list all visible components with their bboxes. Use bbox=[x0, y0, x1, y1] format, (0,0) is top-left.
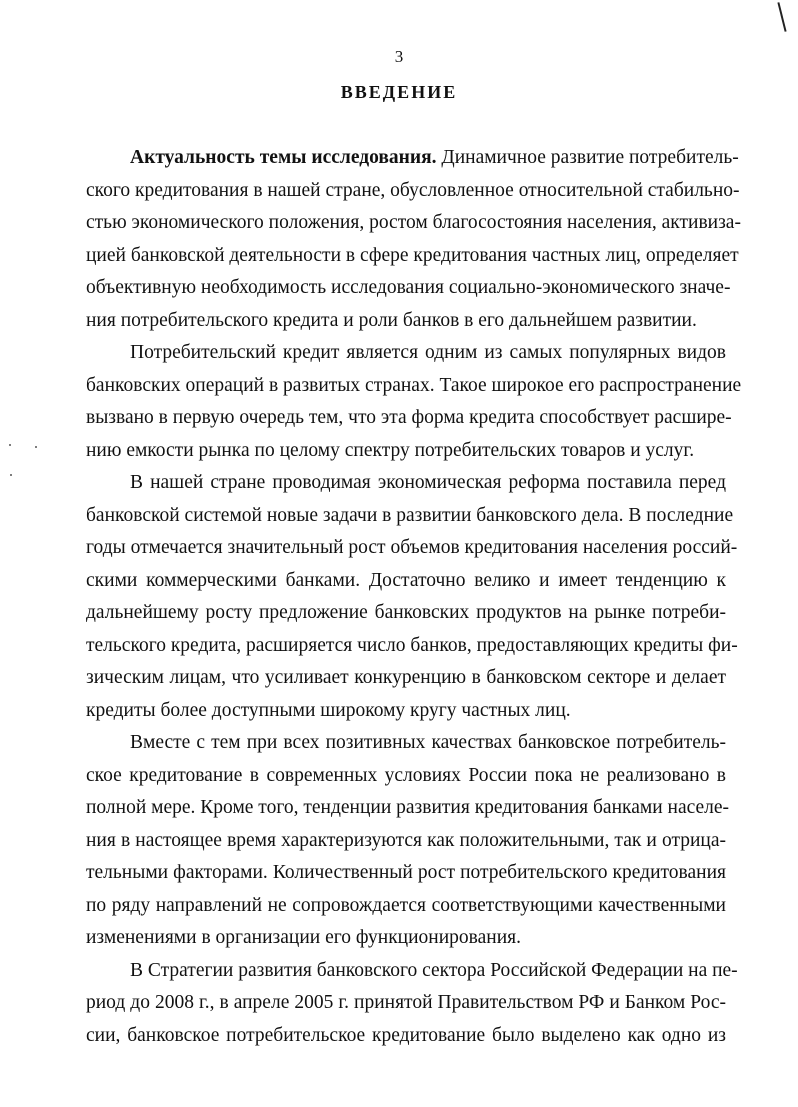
text-line: годы отмечается значительный рост объемов кредитования населения россий- bbox=[86, 537, 738, 558]
text-line: Актуальность темы исследования. Динамичное развитие потребитель- bbox=[130, 147, 739, 168]
text-line: стью экономического положения, ростом благосостояния населения, активиза- bbox=[86, 212, 741, 233]
paragraph-lead: Актуальность темы исследования. bbox=[130, 147, 437, 168]
text-line: В нашей стране проводимая экономическая реформа поставила перед bbox=[130, 472, 726, 493]
text-line: риод до 2008 г., в апреле 2005 г. принятой Правительством РФ и Банком Рос- bbox=[86, 992, 726, 1013]
scan-speck bbox=[10, 474, 12, 476]
text-line: ское кредитование в современных условиях России пока не реализовано в bbox=[86, 764, 726, 786]
text-line: Вместе с тем при всех позитивных качествах банковское потребитель- bbox=[130, 732, 726, 753]
paragraph-2 bbox=[86, 337, 742, 467]
text-line: В Стратегии развития банковского сектора Российской Федерации на пе- bbox=[130, 959, 738, 981]
text-line: зическим лицам, что усиливает конкуренцию в банковском секторе и делает bbox=[86, 667, 726, 688]
paragraph-3 bbox=[86, 467, 738, 727]
text-line: цией банковской деятельности в сфере кредитования частных лиц, определяет bbox=[86, 244, 739, 266]
scan-artifact-stroke bbox=[777, 2, 786, 32]
text-line: Потребительский кредит является одним из самых популярных видов bbox=[130, 342, 726, 363]
scan-speck bbox=[35, 446, 37, 448]
paragraph-5 bbox=[86, 955, 738, 1053]
text-line: полной мере. Кроме того, тенденции развития кредитования банками населе- bbox=[86, 797, 730, 818]
page-number: 3 bbox=[394, 47, 404, 66]
paragraph-4 bbox=[86, 727, 730, 955]
text-line: вызвано в первую очередь тем, что эта форма кредита способствует расшире- bbox=[86, 407, 732, 428]
text-line: дальнейшему росту предложение банковских продуктов на рынке потреби- bbox=[86, 602, 726, 623]
text-line: изменениями в организации его функционирования. bbox=[86, 927, 521, 948]
page-title: ВВЕДЕНИЕ bbox=[340, 82, 458, 102]
text-line: объективную необходимость исследования социально-экономического значе- bbox=[86, 277, 731, 298]
text-line: ния потребительского кредита и роли банков в его дальнейшем развитии. bbox=[86, 309, 697, 331]
text-line: ния в настоящее время характеризуются как положительными, так и отрица- bbox=[86, 829, 726, 851]
text-line: тельского кредита, расширяется число банков, предоставляющих кредиты фи- bbox=[86, 634, 738, 656]
document-body bbox=[86, 142, 742, 1052]
text-line: ского кредитования в нашей стране, обусловленное относительной стабильно- bbox=[86, 179, 740, 201]
paragraph-1 bbox=[86, 142, 741, 337]
text-line: банковских операций в развитых странах. Такое широкое его распространение bbox=[86, 374, 742, 396]
text-line: тельными факторами. Количественный рост потребительского кредитования bbox=[86, 862, 726, 883]
text-line: по ряду направлений не сопровождается соответствующими качественными bbox=[86, 894, 726, 916]
scan-speck bbox=[9, 444, 11, 446]
text-line: кредиты более доступными широкому кругу частных лиц. bbox=[86, 699, 571, 721]
text-line: банковской системой новые задачи в развитии банковского дела. В последние bbox=[86, 504, 734, 526]
text-line: скими коммерческими банками. Достаточно велико и имеет тенденцию к bbox=[86, 569, 726, 591]
text-line: нию емкости рынка по целому спектру потребительских товаров и услуг. bbox=[86, 439, 695, 461]
text-line: сии, банковское потребительское кредитование было выделено как одно из bbox=[86, 1024, 726, 1046]
